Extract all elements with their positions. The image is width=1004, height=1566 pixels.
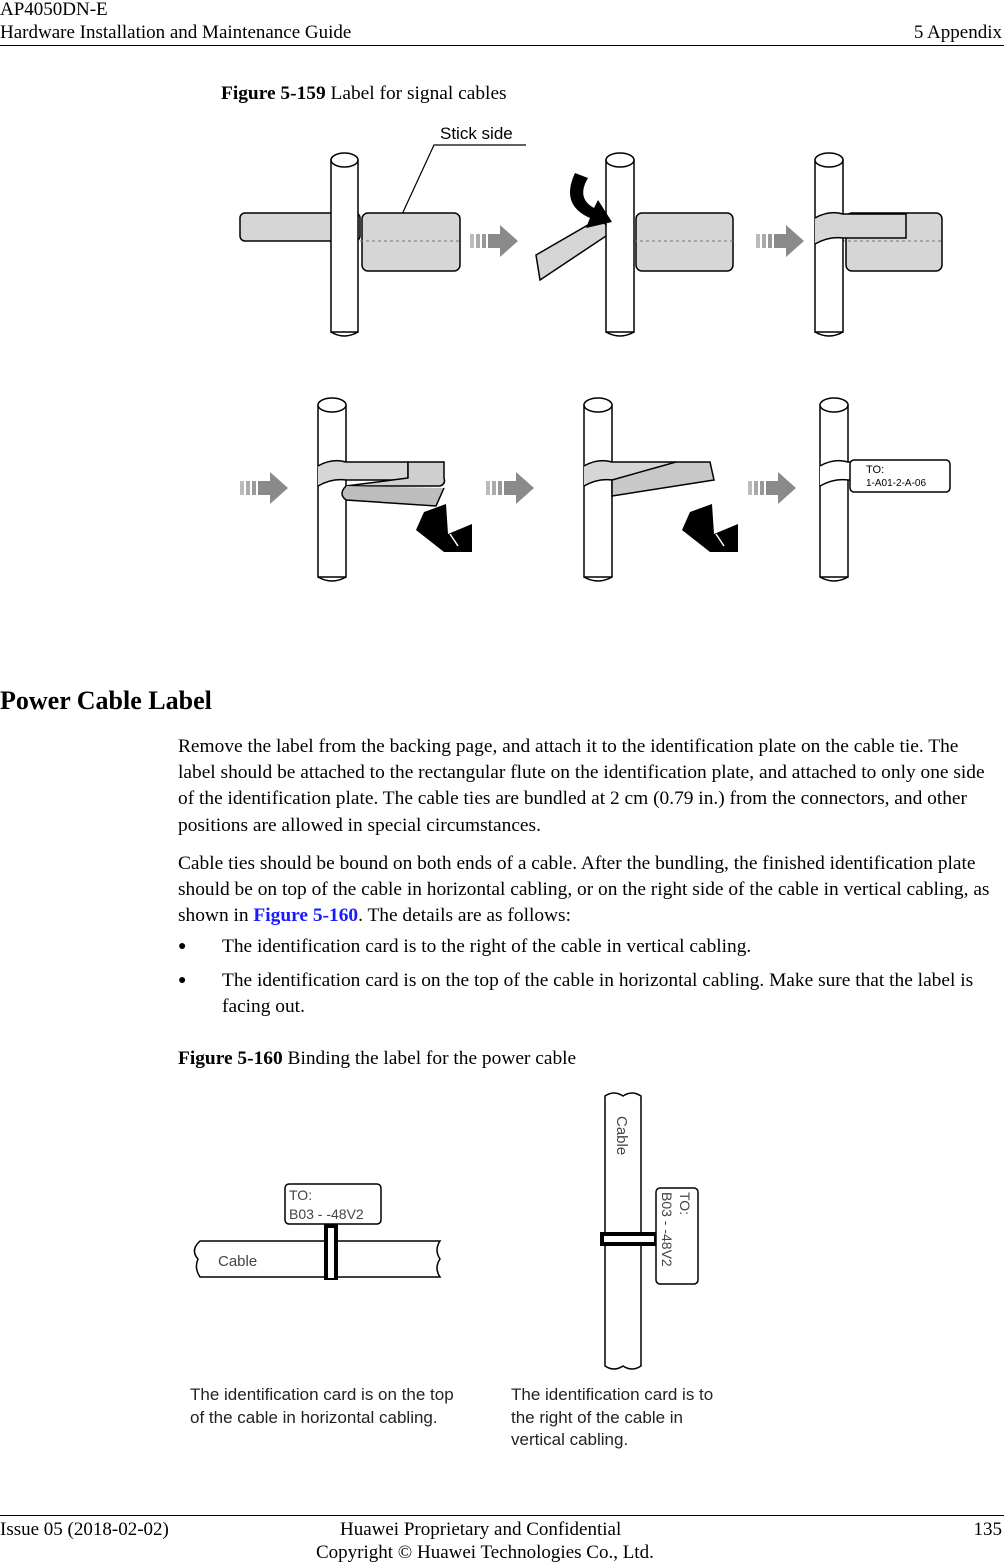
bullet-item-1: The identification card is to the right of the cable in vertical cabling.	[222, 936, 752, 957]
header-rule	[0, 45, 1004, 46]
figure-5-160-link[interactable]: Figure 5-160	[253, 905, 359, 927]
horizontal-description: The identification card is on the top of the cable in horizontal cabling.	[190, 1385, 454, 1427]
bullet-marker-1: ●	[178, 939, 187, 954]
horizontal-cable-text: Cable	[218, 1253, 258, 1270]
header-doc-title: Hardware Installation and Maintenance Guide	[0, 22, 352, 43]
figure-5-159-number: Figure 5-159	[221, 83, 326, 104]
figure-5-159-caption	[221, 82, 507, 106]
step-2	[536, 153, 733, 336]
horizontal-label-to: TO:	[289, 1187, 313, 1203]
paragraph-2	[178, 851, 998, 930]
section-title: Power Cable Label	[0, 686, 212, 715]
signal-label-to: TO:	[866, 464, 885, 476]
horizontal-cabling	[194, 1184, 440, 1280]
vertical-label-to: TO:	[677, 1192, 693, 1216]
step-5	[584, 398, 738, 581]
figure-5-160-title: Binding the label for the power cable	[287, 1048, 577, 1069]
vertical-label-code: B03 - -48V2	[659, 1192, 675, 1267]
bullet-marker-2: ●	[178, 973, 187, 988]
footer-confidential: Huawei Proprietary and Confidential	[340, 1519, 622, 1540]
horizontal-label-code: B03 - -48V2	[289, 1206, 364, 1222]
header-doc-id: AP4050DN-E	[0, 0, 108, 20]
figure-5-160-number: Figure 5-160	[178, 1048, 283, 1069]
footer-rule	[0, 1515, 1004, 1516]
step-3	[815, 153, 942, 336]
step-1	[240, 153, 460, 336]
signal-cable-label-figure	[0, 110, 1004, 600]
vertical-description: The identification card is to the right of the cable in vertical cabling.	[511, 1385, 714, 1449]
footer-copyright: Copyright © Huawei Technologies Co., Ltd.	[316, 1542, 654, 1563]
step-4	[318, 398, 472, 581]
paragraph-1: Remove the label from the backing page, and attach it to the identification plate on the cable tie. The label should be attached to the rectangular flute on the identification plate, and attached to only one side of the identification plate. The cable ties are bundled at 2 cm (0.79 in.) from the connectors, and other positions are allowed in special circumstances.	[178, 736, 985, 836]
stick-side-label: Stick side	[440, 124, 513, 143]
vertical-cable-text: Cable	[613, 1116, 630, 1156]
power-cable-label-figure	[0, 1090, 1004, 1390]
step-6	[820, 398, 950, 581]
signal-label-code: 1-A01-2-A-06	[866, 478, 927, 489]
bullet-item-2: The identification card is on the top of the cable in horizontal cabling. Make sure that the label is facing out.	[222, 970, 974, 1018]
footer-issue: Issue 05 (2018-02-02)	[0, 1519, 169, 1540]
header-chapter: 5 Appendix	[913, 22, 1002, 43]
paragraph-2-text: Cable ties should be bound on both ends of a cable. After the bundling, the finished identification plate should be on top of the cable in horizontal cabling, or on the right side of the cable in vertical cabling, as shown in	[178, 853, 990, 927]
paragraph-2-tail: . The details are as follows:	[358, 905, 571, 927]
figure-5-160-caption	[178, 1047, 576, 1071]
figure-5-159-title: Label for signal cables	[330, 83, 507, 104]
vertical-cabling	[600, 1093, 698, 1369]
footer-page-number: 135	[973, 1519, 1002, 1540]
